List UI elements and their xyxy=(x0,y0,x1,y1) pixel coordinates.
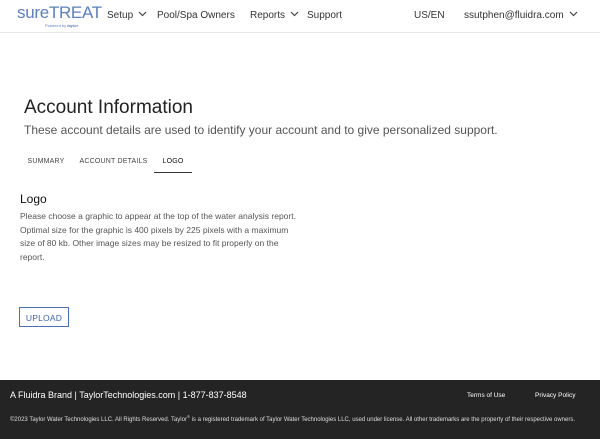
logo-wordmark xyxy=(17,5,102,21)
chevron-down-icon xyxy=(138,10,147,18)
logo-powered-by-text: Powered by xyxy=(45,23,67,28)
page-subtitle: These account details are used to identify your account and to give personalized support. xyxy=(24,123,498,137)
nav-support[interactable]: Support xyxy=(307,10,343,21)
footer-brand-line: A Fluidra Brand | TaylorTechnologies.com | 1-877-837-8548 xyxy=(10,390,247,400)
top-navbar xyxy=(0,0,600,33)
logo-wordmark-light: sure xyxy=(17,3,49,22)
chevron-down-icon xyxy=(569,10,578,18)
nav-setup[interactable] xyxy=(107,10,147,22)
footer xyxy=(0,380,600,439)
tab-logo[interactable]: LOGO xyxy=(154,153,192,173)
suretreat-logo[interactable] xyxy=(17,3,102,28)
legal-text-part1: ©2023 Taylor Water Technologies LLC. All Rights Reserved. Taylor xyxy=(10,417,187,423)
logo-sub-brand: taylor xyxy=(67,23,79,28)
logo-wordmark-bold: TREAT xyxy=(48,3,102,22)
nav-reports-label: Reports xyxy=(250,10,286,21)
section-title: Logo xyxy=(20,192,47,206)
logo-description: Please choose a graphic to appear at the top of the water analysis report. Optimal size for the graphic is 400 pixels by 225 pixels with a maximum size of 80 kb. Other image sizes may be resized to fit properly on the report. xyxy=(20,211,296,262)
tab-account-details[interactable]: ACCOUNT DETAILS xyxy=(79,158,148,165)
registered-mark: ® xyxy=(186,414,190,419)
footer-legal-text xyxy=(10,412,592,425)
nav-pool-spa-owners[interactable]: Pool/Spa Owners xyxy=(157,10,235,21)
terms-of-use-link[interactable]: Terms of Use xyxy=(467,392,506,399)
language-selector[interactable]: US/EN xyxy=(414,10,445,21)
upload-button[interactable]: UPLOAD xyxy=(19,307,69,327)
user-menu[interactable] xyxy=(464,10,578,22)
page-title: Account Information xyxy=(24,97,193,118)
chevron-down-icon xyxy=(290,10,299,18)
logo-powered-by xyxy=(45,23,78,28)
tab-summary[interactable]: SUMMARY xyxy=(27,158,65,165)
privacy-policy-link[interactable]: Privacy Policy xyxy=(535,392,576,399)
legal-text-part2: is a registered trademark of Taylor Water Technologies LLC, used under license. All other trademarks are the property of their respective owners. xyxy=(189,417,575,423)
nav-setup-label: Setup xyxy=(107,10,134,21)
user-email: ssutphen@fluidra.com xyxy=(464,10,564,21)
nav-reports[interactable] xyxy=(250,10,299,22)
